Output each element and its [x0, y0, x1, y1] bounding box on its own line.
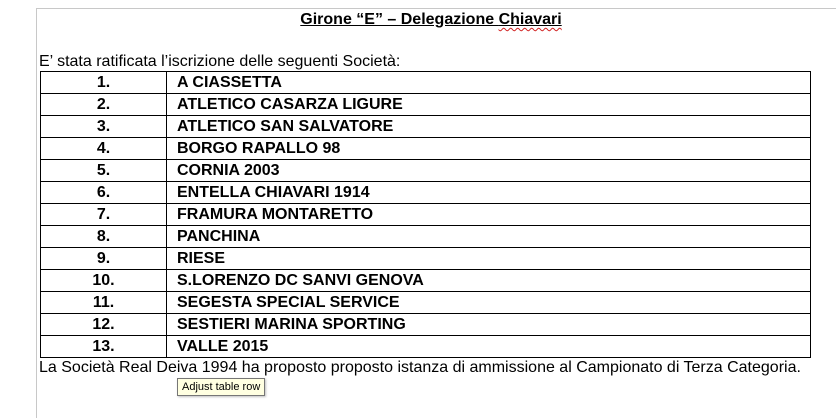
row-number-cell[interactable]: 9. [41, 248, 167, 270]
society-name-cell[interactable]: S.LORENZO DC SANVI GENOVA [167, 270, 811, 292]
table-row[interactable] [41, 248, 811, 270]
row-number-cell[interactable]: 2. [41, 94, 167, 116]
society-name-cell[interactable]: BORGO RAPALLO 98 [167, 138, 811, 160]
table-row[interactable] [41, 138, 811, 160]
society-name-cell[interactable]: ENTELLA CHIAVARI 1914 [167, 182, 811, 204]
table-row[interactable] [41, 270, 811, 292]
table-row[interactable] [41, 226, 811, 248]
table-row[interactable] [41, 94, 811, 116]
society-name-cell[interactable]: CORNIA 2003 [167, 160, 811, 182]
row-number-cell[interactable]: 5. [41, 160, 167, 182]
row-number-cell[interactable]: 3. [41, 116, 167, 138]
society-name-cell[interactable]: SEGESTA SPECIAL SERVICE [167, 292, 811, 314]
table-row[interactable] [41, 116, 811, 138]
society-name-cell[interactable]: A CIASSETTA [167, 72, 811, 94]
row-number-cell[interactable]: 1. [41, 72, 167, 94]
row-number-cell[interactable]: 12. [41, 314, 167, 336]
society-name-cell[interactable]: ATLETICO CASARZA LIGURE [167, 94, 811, 116]
row-number-cell[interactable]: 10. [41, 270, 167, 292]
row-number-cell[interactable]: 13. [41, 336, 167, 358]
intro-paragraph: E’ stata ratificata l’iscrizione delle seguenti Società: [39, 53, 401, 70]
table-row[interactable] [41, 204, 811, 226]
row-number-cell[interactable]: 6. [41, 182, 167, 204]
title-prefix: Girone “E” – Delegazione [300, 11, 499, 28]
society-name-cell[interactable]: VALLE 2015 [167, 336, 811, 358]
row-number-cell[interactable]: 8. [41, 226, 167, 248]
title-spellcheck-word[interactable]: Chiavari [498, 11, 562, 28]
table-row[interactable] [41, 336, 811, 358]
society-name-cell[interactable]: RIESE [167, 248, 811, 270]
table-row[interactable] [41, 72, 811, 94]
society-name-cell[interactable]: SESTIERI MARINA SPORTING [167, 314, 811, 336]
page-title [36, 10, 826, 30]
society-name-cell[interactable]: FRAMURA MONTARETTO [167, 204, 811, 226]
closing-paragraph: La Società Real Deiva 1994 ha proposto proposto istanza di ammissione al Campionato di Terza Categoria. [39, 359, 801, 376]
table-row[interactable] [41, 314, 811, 336]
row-number-cell[interactable]: 11. [41, 292, 167, 314]
adjust-table-row-tooltip: Adjust table row [177, 378, 265, 396]
row-number-cell[interactable]: 7. [41, 204, 167, 226]
society-name-cell[interactable]: PANCHINA [167, 226, 811, 248]
societies-table[interactable] [40, 71, 811, 358]
table-row[interactable] [41, 160, 811, 182]
society-name-cell[interactable]: ATLETICO SAN SALVATORE [167, 116, 811, 138]
table-row[interactable] [41, 182, 811, 204]
table-row[interactable] [41, 292, 811, 314]
row-number-cell[interactable]: 4. [41, 138, 167, 160]
